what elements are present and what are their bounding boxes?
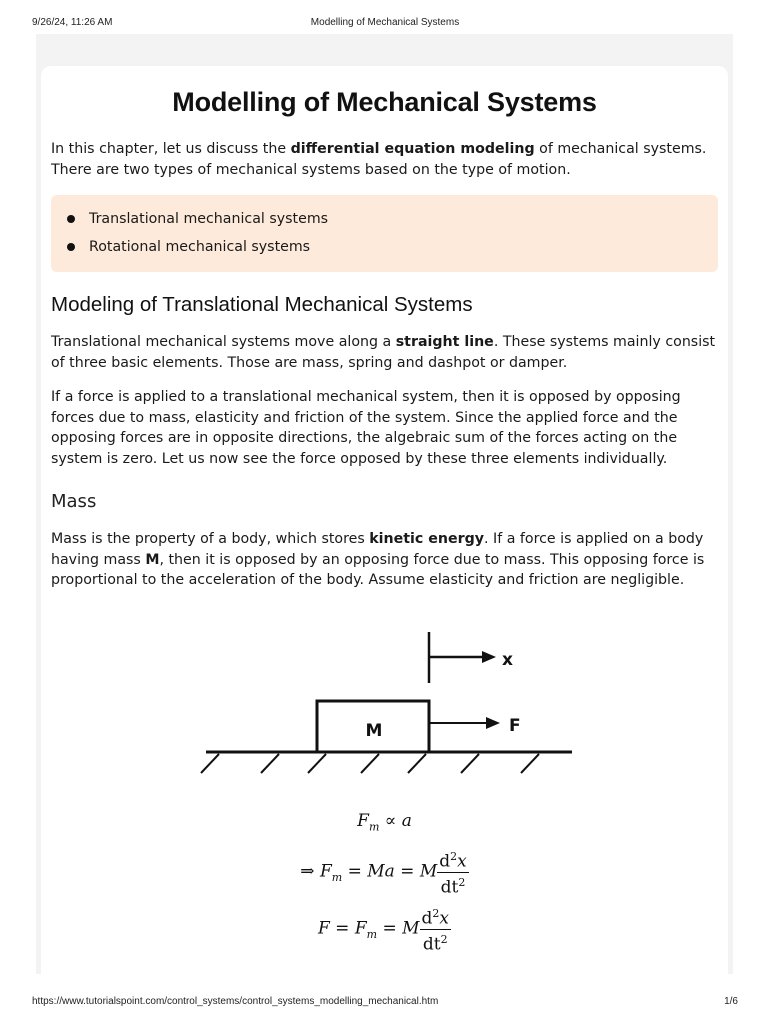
force-arrowhead bbox=[486, 717, 500, 729]
mass-heading-wrap bbox=[51, 491, 718, 512]
displacement-label: x bbox=[502, 650, 513, 670]
print-title: Modelling of Mechanical Systems bbox=[310, 17, 460, 28]
section-heading-mass: Mass bbox=[51, 491, 97, 512]
list-item: Translational mechanical systems bbox=[51, 209, 328, 237]
intro-bold: differential equation modeling bbox=[290, 141, 535, 157]
equation-3-fraction: $\frac{d^2x}{dt^2}$ bbox=[420, 904, 451, 954]
mass-diagram bbox=[196, 628, 576, 778]
equation-2: ⇒ $F_m = Ma = M$ $\frac{d^2x}{dt^2}$ bbox=[41, 847, 728, 897]
print-page-number: 1/6 bbox=[724, 996, 738, 1007]
intro-paragraph: In this chapter, let us discuss the differential equation modeling of mechanical systems. There are two types of mechanical systems based on the type of motion. bbox=[51, 141, 707, 178]
translational-paragraph-2: If a force is applied to a translational mechanical system, then it is opposed by opposing forces due to mass, elasticity and friction of the system. Since the applied force and the opposing forces are in opposite directions, the algebraic sum of the forces acting on the system is zero. Let us now see the force opposed by these three elements individually. bbox=[51, 389, 681, 467]
types-callout bbox=[51, 195, 718, 272]
types-list bbox=[51, 209, 328, 265]
force-label: F bbox=[509, 716, 521, 736]
print-url: https://www.tutorialspoint.com/control_systems/control_systems_modelling_mechanical.htm bbox=[32, 996, 439, 1007]
translational-heading-wrap bbox=[51, 293, 718, 317]
print-footer bbox=[32, 996, 738, 1010]
ground-hatch bbox=[201, 754, 539, 773]
equation-3: $F = F_m = M$ $\frac{d^2x}{dt^2}$ bbox=[41, 904, 728, 954]
print-date: 9/26/24, 11:26 AM bbox=[32, 17, 113, 28]
equation-1: $F_m \propto a$ bbox=[357, 811, 412, 834]
mass-label: M bbox=[365, 721, 383, 741]
print-header bbox=[32, 17, 738, 31]
bullet-icon bbox=[67, 215, 75, 223]
displacement-arrowhead bbox=[482, 651, 496, 663]
list-item: Rotational mechanical systems bbox=[51, 237, 328, 265]
section-heading-translational: Modeling of Translational Mechanical Systems bbox=[51, 293, 473, 316]
equation-2-fraction: $\frac{d^2x}{dt^2}$ bbox=[437, 847, 468, 897]
translational-paragraph-1: Translational mechanical systems move along a straight line. These systems mainly consist of three basic elements. Those are mass, spring and dashpot or damper. bbox=[51, 334, 716, 371]
mass-paragraph: Mass is the property of a body, which stores kinetic energy. If a force is applied on a body having mass M, then it is opposed by an opposing force due to mass. This opposing force is proportional to the acceleration of the body. Assume elasticity and friction are negligible. bbox=[51, 531, 705, 588]
page-title: Modelling of Mechanical Systems bbox=[172, 87, 597, 117]
bullet-icon bbox=[67, 243, 75, 251]
